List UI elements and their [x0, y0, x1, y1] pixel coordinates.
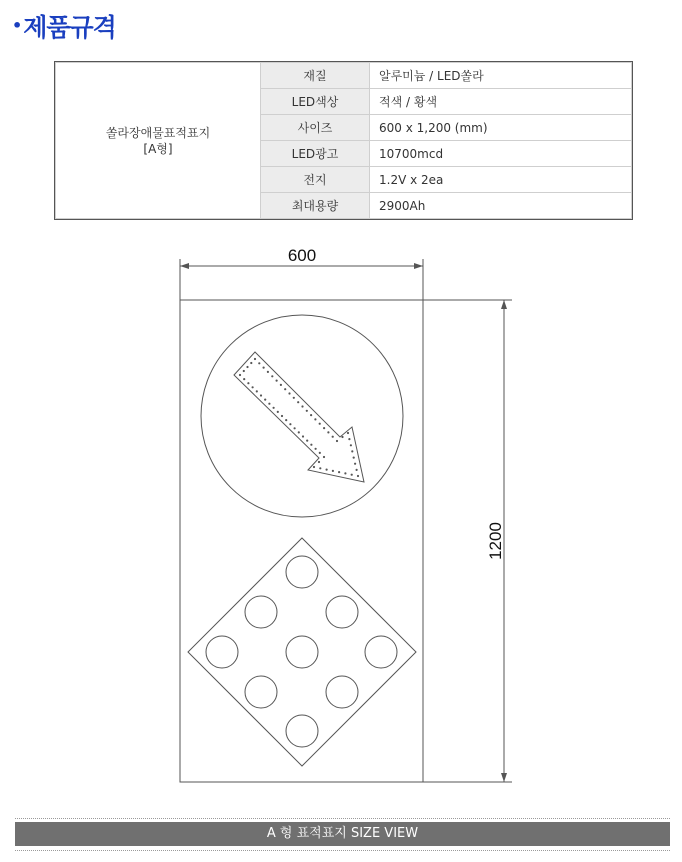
title-text: 제품규격: [23, 13, 116, 42]
arrow-circle: [201, 315, 403, 517]
arrow-heads: [180, 263, 507, 782]
led-dot: [254, 358, 256, 360]
led-dot: [323, 456, 325, 458]
led-dot: [310, 414, 312, 416]
spec-label: 전지: [261, 167, 370, 193]
drawing-lines: [180, 259, 512, 782]
led-dot: [276, 380, 278, 382]
led-dot: [301, 405, 303, 407]
lamp-circle: [245, 596, 277, 628]
led-dot: [281, 415, 283, 417]
led-dot: [280, 384, 282, 386]
led-dot: [313, 466, 315, 468]
led-dot: [344, 472, 346, 474]
led-dot: [267, 371, 269, 373]
led-dot: [353, 457, 355, 459]
led-dot: [277, 411, 279, 413]
led-dot: [306, 410, 308, 412]
caption-top-divider: [15, 818, 670, 819]
spec-label: 사이즈: [261, 115, 370, 141]
width-label: 600: [287, 246, 317, 265]
led-dot: [306, 440, 308, 442]
spec-label: LED색상: [261, 89, 370, 115]
led-dot: [284, 388, 286, 390]
lamp-circle: [365, 636, 397, 668]
spec-value: 2900Ah: [370, 193, 632, 219]
led-dot: [341, 436, 343, 438]
led-dot: [336, 440, 338, 442]
height-label: 1200: [486, 522, 505, 560]
led-dot: [298, 431, 300, 433]
led-dot: [302, 435, 304, 437]
led-dot: [310, 444, 312, 446]
led-dot: [357, 475, 359, 477]
diamond-outline: [188, 538, 416, 766]
arrow-icon: [234, 352, 364, 482]
led-dot: [285, 419, 287, 421]
led-dot: [350, 444, 352, 446]
lamp-circle: [206, 636, 238, 668]
led-dot: [289, 423, 291, 425]
led-dot: [315, 448, 317, 450]
led-dot: [314, 418, 316, 420]
arrowhead-right: [414, 263, 423, 269]
led-dot: [288, 392, 290, 394]
led-dot: [297, 401, 299, 403]
led-dot: [356, 469, 358, 471]
spec-label: 최대용량: [261, 193, 370, 219]
led-dot: [338, 471, 340, 473]
arrow-led-dots: [239, 358, 359, 477]
arrowhead-left: [180, 263, 189, 269]
led-dot: [318, 461, 320, 463]
size-view-caption: A 형 표적표지 SIZE VIEW: [15, 822, 670, 846]
led-dot: [260, 394, 262, 396]
led-dot: [256, 390, 258, 392]
led-dot: [326, 469, 328, 471]
led-dot: [263, 367, 265, 369]
led-dot: [323, 427, 325, 429]
product-type: [A형]: [143, 141, 173, 156]
spec-label: LED광고: [261, 141, 370, 167]
product-name: 쏠라장애물표적표지: [105, 125, 211, 140]
led-dot: [294, 427, 296, 429]
led-dot: [271, 375, 273, 377]
led-dot: [247, 382, 249, 384]
led-dot: [246, 366, 248, 368]
title-bullet: •: [12, 16, 22, 35]
led-dot: [354, 463, 356, 465]
led-dot: [258, 362, 260, 364]
led-dot: [239, 374, 241, 376]
lamp-circle: [326, 676, 358, 708]
spec-label: 재질: [261, 63, 370, 89]
led-dot: [332, 436, 334, 438]
led-dot: [348, 438, 350, 440]
led-dot: [332, 470, 334, 472]
arrowhead-top: [501, 300, 507, 309]
lamp-circle: [286, 636, 318, 668]
led-dot: [319, 452, 321, 454]
led-dot: [268, 403, 270, 405]
spec-value: 600 x 1,200 (mm): [370, 115, 632, 141]
led-dot: [264, 399, 266, 401]
spec-value: 10700mcd: [370, 141, 632, 167]
lamp-circle: [245, 676, 277, 708]
lamp-circle: [286, 715, 318, 747]
led-dot: [351, 474, 353, 476]
spec-value: 알루미늄 / LED쏠라: [370, 63, 632, 89]
led-dot: [252, 386, 254, 388]
led-dot: [243, 370, 245, 372]
led-dot: [351, 450, 353, 452]
led-dot: [243, 378, 245, 380]
caption-bottom-divider: [15, 850, 670, 851]
lamp-circle: [326, 596, 358, 628]
spec-value: 적색 / 황색: [370, 89, 632, 115]
lamp-circle: [286, 556, 318, 588]
led-dot: [273, 407, 275, 409]
sign-board-outline: [180, 300, 423, 782]
led-dot: [319, 467, 321, 469]
spec-value: 1.2V x 2ea: [370, 167, 632, 193]
arrowhead-bottom: [501, 773, 507, 782]
led-dot: [319, 423, 321, 425]
led-dot: [347, 432, 349, 434]
led-dot: [293, 397, 295, 399]
led-dot: [250, 362, 252, 364]
led-dot: [327, 431, 329, 433]
